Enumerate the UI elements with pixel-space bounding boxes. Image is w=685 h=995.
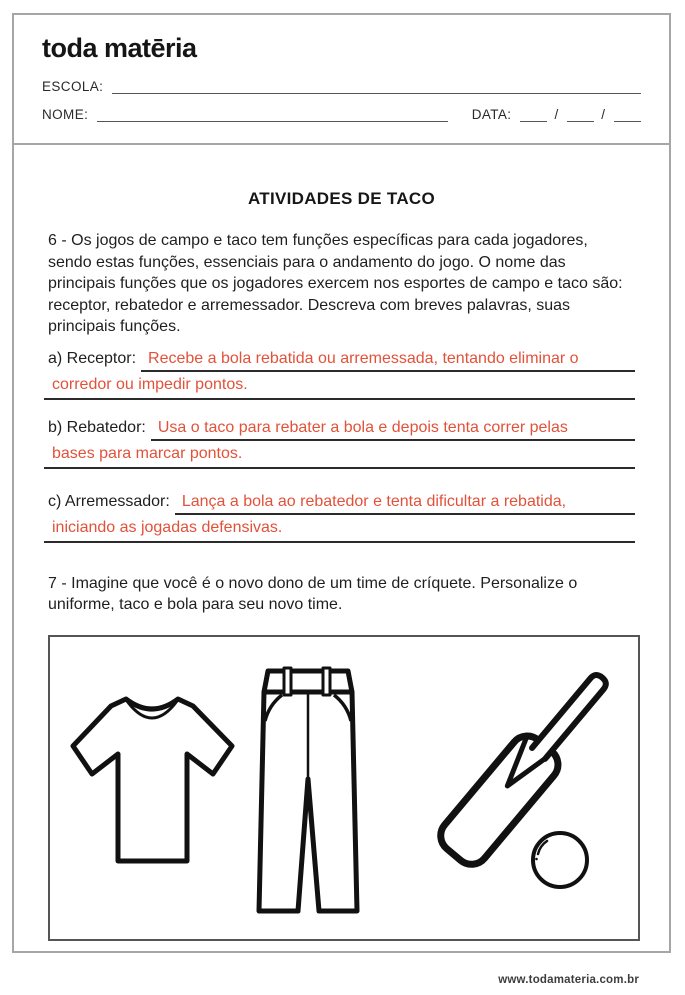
date-label: DATA: [471,107,512,122]
page-header [14,15,669,145]
date-separator: / [554,107,559,122]
date-year-line [614,108,641,122]
drawing-box [48,635,640,941]
worksheet-title: ATIVIDADES DE TACO [247,189,436,208]
answer-b-row1 [48,419,635,441]
date-month-line [567,108,594,122]
cricket-items-illustration [50,637,638,939]
answer-a-line1: Recebe a bola rebatida ou arremessada, tentando eliminar o [141,350,635,372]
cricket-bat-icon [434,661,622,871]
question-6: 6 - Os jogos de campo e taco tem funções específicas para cada jogadores, sendo estas funções, essenciais para o andamento do jogo. O nome das principais funções que os jogadores exercem nos esportes de campo e taco são: receptor, rebatedor e arremessador. Descreva com breves palavras, suas principais funções. [48,232,623,335]
answer-c-line2: iniciando as jogadas defensivas. [44,518,635,543]
school-field-row [42,79,641,94]
ball-icon [533,833,587,887]
answer-b-label: b) Rebatedor: [48,418,146,436]
answer-a-receptor [48,350,635,400]
answer-a-row1 [48,350,635,372]
toda-materia-logo: toda matēria [42,33,197,63]
name-label: NOME: [42,107,89,122]
answer-b-line2: bases para marcar pontos. [44,444,635,469]
answer-b-rebatedor [48,419,635,469]
page-frame [12,13,671,986]
worksheet-body [14,189,669,995]
t-shirt-icon [73,699,232,861]
footer-url: www.todamateria.com.br [498,974,639,986]
question-7: 7 - Imagine que você é o novo dono de um time de críquete. Personalize o uniforme, taco e bola para seu novo time. [48,574,578,613]
school-label: ESCOLA: [42,79,104,94]
answer-b-line1: Usa o taco para rebater a bola e depois tenta correr pelas [151,419,635,441]
answer-c-row1 [48,493,635,515]
name-date-row [42,107,641,122]
answer-c-line1: Lança a bola ao rebatedor e tenta dificultar a rebatida, [175,493,635,515]
trousers-icon [259,668,357,911]
name-blank-line [97,108,447,122]
answer-a-line2: corredor ou impedir pontos. [44,375,635,400]
date-day-line [520,108,547,122]
answer-c-arremessador [48,493,635,543]
answer-c-label: c) Arremessador: [48,492,170,510]
date-separator: / [601,107,605,122]
answer-a-label: a) Receptor: [48,349,137,367]
school-blank-line [112,80,641,94]
